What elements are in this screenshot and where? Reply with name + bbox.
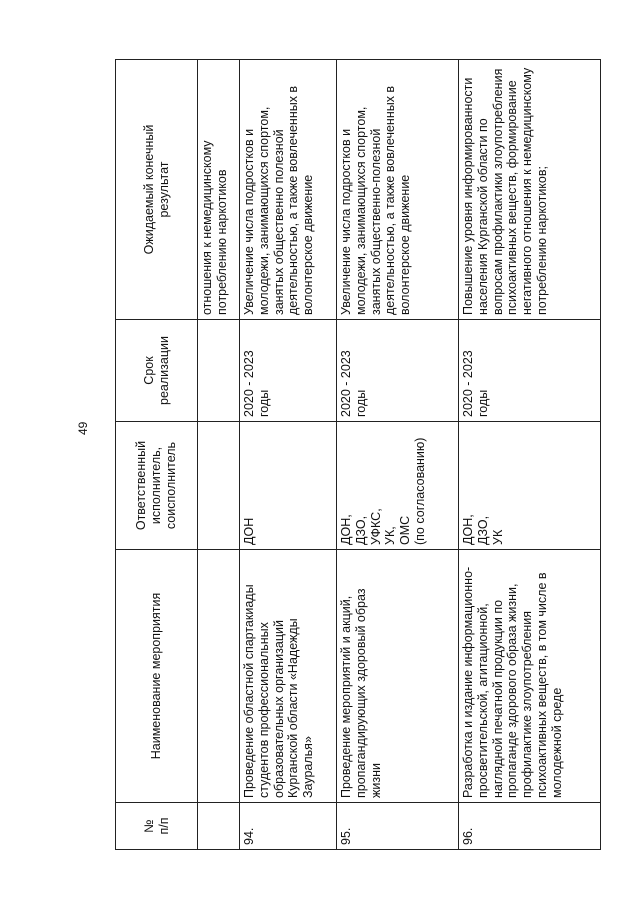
table-row	[337, 60, 459, 850]
row-num: 96.	[459, 803, 601, 850]
continuation-name	[198, 550, 240, 803]
continuation-result: отношения к немедицинскому потреблению наркотиков	[198, 60, 240, 320]
row-num: 94.	[240, 803, 337, 850]
rotated-table-wrapper	[115, 60, 600, 850]
table-row	[240, 60, 337, 850]
row-term: 2020 - 2023 годы	[240, 320, 337, 422]
table-header-row	[116, 60, 198, 850]
header-name: Наименование мероприятия	[116, 550, 198, 803]
header-result: Ожидаемый конечный результат	[116, 60, 198, 320]
header-num: № п/п	[116, 803, 198, 850]
continuation-term	[198, 320, 240, 422]
row-name: Проведение областной спартакиады студентов профессиональных образовательных организаций Курганской области «Надежды Зауралья»	[240, 550, 337, 803]
row-term: 2020 - 2023 годы	[459, 320, 601, 422]
continuation-num	[198, 803, 240, 850]
row-responsible: ДОН, ДЗО, УК	[459, 422, 601, 550]
row-result: Увеличение числа подростков и молодежи, занимающихся спортом, занятых общественно-полезной деятельностью, а также вовлеченных в волонтерское движение	[337, 60, 459, 320]
header-term: Срок реализации	[116, 320, 198, 422]
row-name: Проведение мероприятий и акций, пропагандирующих здоровый образ жизни	[337, 550, 459, 803]
table-row	[459, 60, 601, 850]
continuation-responsible	[198, 422, 240, 550]
row-result: Увеличение числа подростков и молодежи, занимающихся спортом, занятых общественно полезной деятельностью, а также вовлеченных в волонтерское движение	[240, 60, 337, 320]
row-num: 95.	[337, 803, 459, 850]
row-term: 2020 - 2023 годы	[337, 320, 459, 422]
row-result: Повышение уровня информированности населения Курганской области по вопросам профилактики злоупотребления психоактивных веществ, формирование негативного отношения к немедицинскому потреблению наркотиков;	[459, 60, 601, 320]
continuation-row	[198, 60, 240, 850]
measures-table	[115, 59, 601, 850]
row-responsible: ДОН	[240, 422, 337, 550]
row-name: Разработка и издание информационно-просветительской, агитационной, наглядной печатной продукции по пропаганде здорового образа жизни, профилактике злоупотребления психоактивных веществ, в том числе в молодежной среде	[459, 550, 601, 803]
row-responsible: ДОН, ДЗО, УФКС, УК, ОМС (по согласованию)	[337, 422, 459, 550]
header-responsible: Ответственный исполнитель, соисполнитель	[116, 422, 198, 550]
page-number: 49	[76, 421, 90, 435]
